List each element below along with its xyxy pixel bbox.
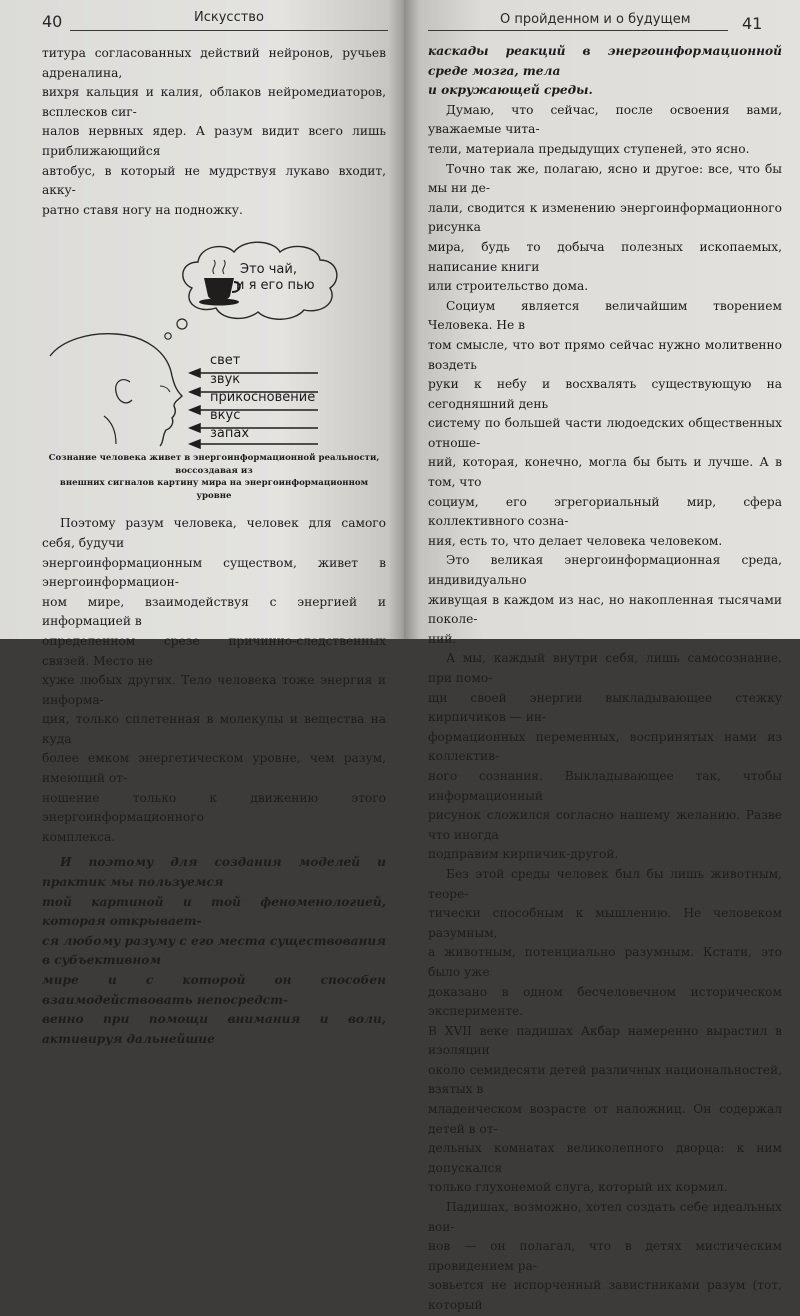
label-touch: прикосновение: [210, 390, 316, 406]
text-line: Точно так же, полагаю, ясно и другое: все, что бы мы ни де-: [428, 161, 782, 196]
text-line: титура согласованных действий нейронов, ручьев адреналина,: [42, 46, 386, 80]
text-line: рисунок сложился согласно нашему желанию. Разве что иногда: [428, 808, 782, 842]
right-page-number: 41: [742, 14, 763, 33]
italic-line: и окружающей среды.: [428, 83, 593, 98]
text-line: а животным, потенциально разумным. Кстати, это было уже: [428, 945, 782, 979]
text-line: только глухонемой слуга, который их кормил.: [428, 1180, 728, 1195]
text-line: ного сознания. Выкладывающее так, чтобы информационный: [428, 768, 782, 803]
text-line: ном мире, взаимодействуя с энергией и информацией в: [42, 594, 386, 629]
text-line: более емком энергетическом уровне, чем разум, имеющий от-: [42, 751, 386, 786]
text-line: энергоинформационным существом, живет в энергоинформацион-: [42, 555, 386, 590]
text-line: Поэтому разум человека, человек для самого себя, будучи: [42, 516, 386, 550]
right-header-rule: [428, 30, 728, 31]
right-running-head: [428, 0, 782, 40]
text-line: налов нервных ядер. А разум видит всего лишь приближающийся: [42, 124, 386, 158]
text-line: подправим кирпичик-другой.: [428, 847, 619, 862]
text-line: ратно ставя ногу на подножку.: [42, 202, 243, 217]
left-running-title: Искусство: [194, 10, 264, 25]
text-line: ношение только к движению этого энергоинформационного: [42, 790, 386, 825]
text-line: том смысле, что вот прямо сейчас нужно молитвенно воздеть: [428, 337, 782, 372]
left-running-head: [42, 0, 386, 40]
text-line: около семидесяти детей различных национальностей, взятых в: [428, 1062, 782, 1097]
left-top-text: [42, 44, 386, 220]
text-line: ний.: [428, 631, 457, 646]
eye-line: [160, 386, 170, 392]
text-line: Думаю, что сейчас, после освоения вами, уважаемые чита-: [428, 102, 782, 137]
right-body-text: [428, 42, 782, 1316]
text-line: Социум является величайшим творением Человека. Не в: [428, 298, 782, 333]
italic-line: той картиной и той феноменологией, которая открывает-: [42, 894, 386, 929]
text-line: Без этой среды человек был бы лишь животным, теоре-: [428, 866, 782, 901]
text-line: доказано в одном бесчеловечном историческом эксперименте.: [428, 984, 782, 1019]
text-line: вихря кальция и калия, облаков нейромедиаторов, всплесков сиг-: [42, 85, 386, 119]
right-paragraphs: [428, 101, 782, 1316]
italic-line: И поэтому для создания моделей и практик мы пользуемся: [42, 855, 386, 890]
text-line: комплекса.: [42, 829, 116, 844]
label-taste: вкус: [210, 408, 241, 424]
label-light: свет: [210, 353, 241, 369]
text-line: автобус, в который не мудрствуя лукаво входит, акку-: [42, 163, 386, 198]
text-line: хуже любых других. Тело человека тоже энергия и информа-: [42, 673, 386, 707]
text-line: ний, которая, конечно, могла бы быть и лучше. А в том, что: [428, 455, 782, 490]
bubble-text-2: и я его пью: [236, 278, 315, 294]
text-line: тели, материала предыдущих ступеней, это ясно.: [428, 141, 750, 156]
text-line: систему по большей части людоедских общественных отноше-: [428, 416, 782, 450]
italic-line: ся любому разуму с его места существования в субъективном: [42, 933, 386, 968]
text-line: Это великая энергоинформационная среда, индивидуально: [428, 553, 782, 588]
text-line: дельных комнатах великолепного дворца: к ним допускался: [428, 1141, 782, 1175]
neck-line: [104, 416, 116, 444]
text-line: руки к небу и восхвалять существующую на сегодняшний день: [428, 377, 782, 411]
text-line: Падишах, возможно, хотел создать себе идеальных вои-: [428, 1200, 782, 1234]
caption-line: внешних сигналов картину мира на энергоинформационном уровне: [59, 478, 369, 501]
text-line: формационных переменных, воспринятых нами из коллектив-: [428, 729, 782, 764]
head-perception-figure: [42, 236, 386, 446]
text-line: живущая в каждом из нас, но накопленная тысячами поколе-: [428, 592, 782, 627]
right-page: [404, 0, 800, 1312]
teacup-icon: [199, 260, 240, 306]
thought-dot: [165, 333, 171, 339]
text-line: ция, только сплетенная в молекулы и вещества на куда: [42, 712, 386, 746]
text-line: А мы, каждый внутри себя, лишь самосознание, при помо-: [428, 651, 782, 685]
text-line: определенном срезе причинно-следственных связей. Место не: [42, 633, 386, 668]
italic-line: мире и с которой он способен взаимодействовать непосредст-: [42, 973, 386, 1007]
bubble-text-1: Это чай,: [240, 262, 297, 278]
ear-icon: [116, 380, 132, 403]
text-line: младенческом возрасте от наложниц. Он содержал детей в от-: [428, 1102, 782, 1136]
text-line: нов — он полагал, что в детях мистическим провидением ра-: [428, 1239, 782, 1273]
left-header-rule: [70, 30, 388, 31]
text-line: мира, будь то добыча полезных ископаемых, написание книги: [428, 239, 782, 274]
label-sound: звук: [210, 372, 241, 388]
text-line: ния, есть то, что делает человека человеком.: [428, 533, 723, 548]
right-running-title: О пройденном и о будущем: [500, 12, 691, 27]
left-page: [0, 0, 404, 1046]
caption-line: Сознание человека живет в энергоинформационной реальности, воссоздавая из: [48, 453, 380, 476]
text-line: тически способным к мышлению. Не человеком разумным,: [428, 906, 782, 940]
label-smell: запах: [210, 426, 250, 442]
text-line: щи своей энергии выкладывающее стежку кирпичиков — ин-: [428, 690, 782, 725]
figure-caption: [42, 452, 386, 502]
text-line: социум, его эгрегориальный мир, сфера коллективного созна-: [428, 494, 782, 529]
italic-line: венно при помощи внимания и воли, активируя дальнейшие: [42, 1012, 386, 1046]
left-page-number: 40: [42, 12, 63, 31]
text-line: лали, сводится к изменению энергоинформационного рисунка: [428, 200, 782, 235]
left-body-text: [42, 514, 386, 1049]
thought-dot: [177, 319, 187, 329]
text-line: зовьется не испорченный завистниками разум (тот, который: [428, 1278, 782, 1312]
text-line: В XVII веке падишах Акбар намеренно вырастил в изоляции: [428, 1023, 782, 1058]
italic-line: каскады реакций в энергоинформационной среде мозга, тела: [428, 44, 782, 78]
text-line: или строительство дома.: [428, 279, 589, 294]
